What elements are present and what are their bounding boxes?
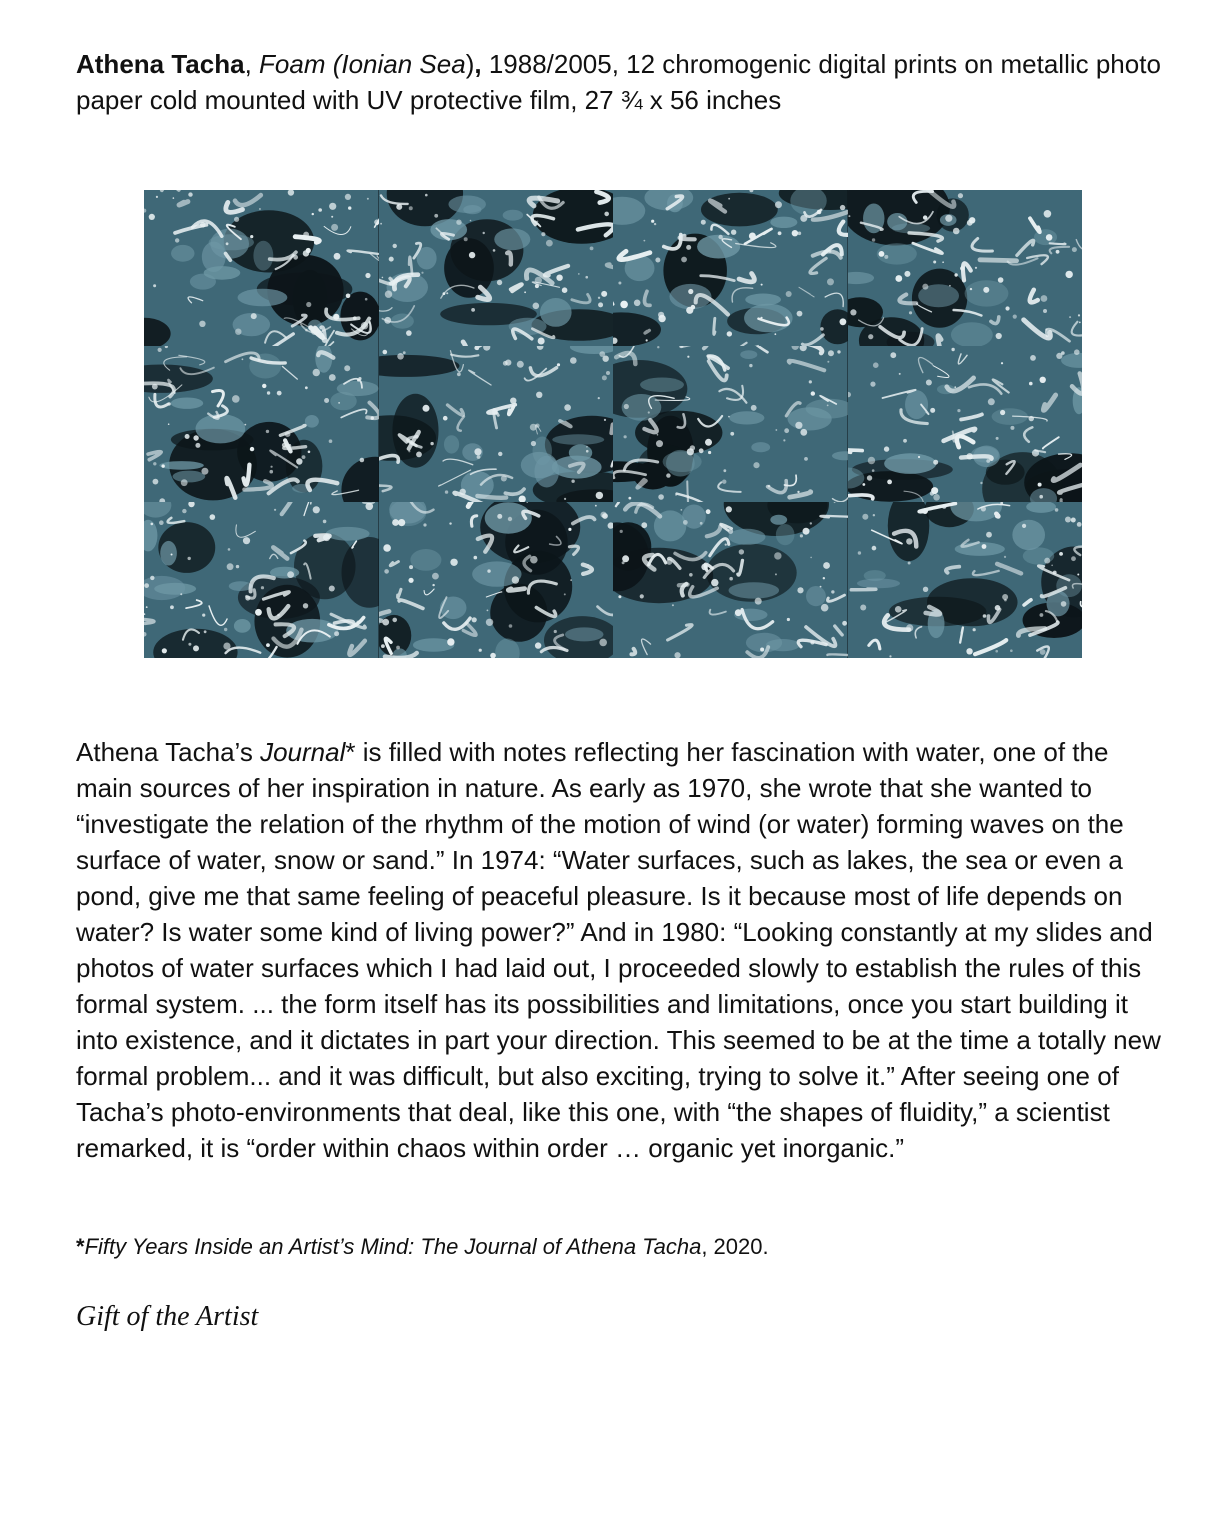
foam-print-tile (848, 502, 1083, 658)
footnote-year: , 2020. (701, 1234, 769, 1259)
foam-print-tile (144, 502, 379, 658)
artwork-caption (76, 46, 1166, 118)
foam-print-tile (613, 190, 848, 346)
foam-print-tile (613, 502, 848, 658)
credit-line: Gift of the Artist (76, 1301, 259, 1332)
foam-print-tile (379, 346, 614, 502)
foam-print-tile (613, 346, 848, 502)
artwork-image-grid (144, 190, 1082, 658)
title-close: ) (465, 49, 475, 79)
foam-print-tile (848, 190, 1083, 346)
caption-comma: , (474, 49, 482, 79)
caption-separator: , (244, 49, 260, 79)
description-text: * is filled with notes reflecting her fascination with water, one of the main sources of her inspiration in nature. As early as 1970, she wrote that she wanted to “investigate the relation of the rhythm of the motion of wind (or water) forming waves on the surface of water, snow or sand.” In 1974: “Water surfaces, such as lakes, the sea or even a pond, give me that same feeling of peaceful pleasure. Is it because most of life depends on water? Is water some kind of living power?” And in 1980: “Looking constantly at my slides and photos of water surfaces which I had laid out, I proceeded slowly to establish the rules of this formal system. ... the form itself has its possibilities and limitations, once you start building it into existence, and it dictates in part your direction. This seemed to be at the time a totally new formal problem... and it was difficult, but also exciting, trying to solve it.” After seeing one of Tacha’s photo-environments that deal, like this one, with “the shapes of fluidity,” a scientist remarked, it is “order within chaos within order … organic yet inorganic.” (76, 737, 1161, 1163)
footnote-book-title: Fifty Years Inside an Artist’s Mind: The Journal of Athena Tacha (84, 1234, 702, 1259)
foam-print-tile (379, 502, 614, 658)
foam-print-tile (848, 346, 1083, 502)
foam-print-tile (144, 346, 379, 502)
footnote (76, 1232, 1166, 1262)
description-intro: Athena Tacha’s (76, 737, 261, 767)
artist-name: Athena Tacha (76, 49, 245, 79)
journal-title: Journal (260, 737, 346, 767)
foam-print-tile (379, 190, 614, 346)
artwork-details: 1988/2005, 12 chromogenic digital prints on metallic photo paper cold mounted with UV protective film, 27 ¾ x 56 inches (76, 49, 1161, 115)
foam-print-tile (144, 190, 379, 346)
description-paragraph (76, 734, 1166, 1166)
footnote-star: * (76, 1234, 85, 1259)
artwork-title: Foam (Ionian Sea (259, 49, 466, 79)
